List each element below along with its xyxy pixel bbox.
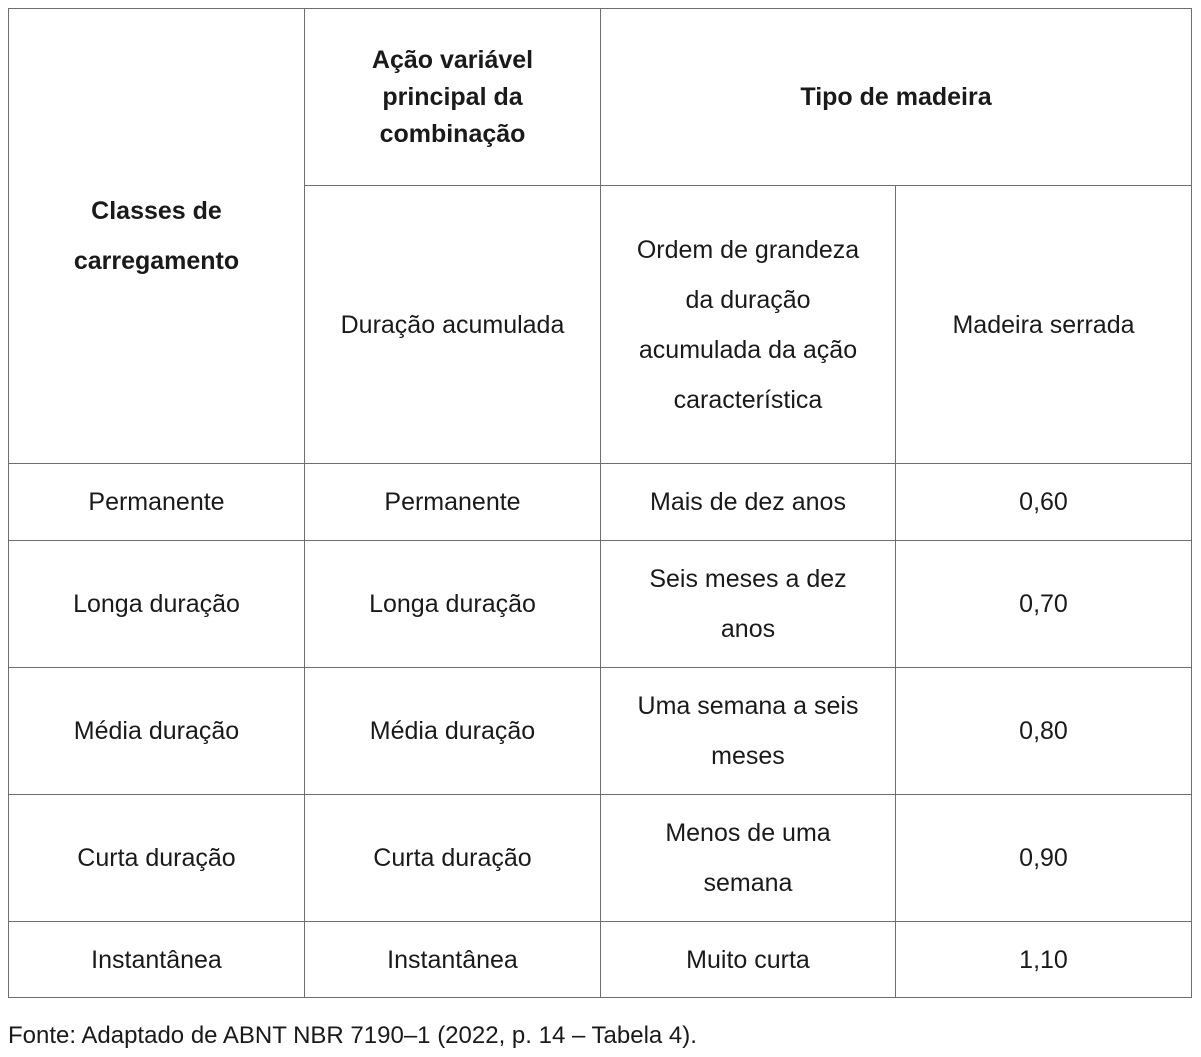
header-serrada: Madeira serrada bbox=[896, 186, 1192, 464]
table-row bbox=[9, 464, 1192, 541]
cell-acao: Instantânea bbox=[305, 922, 601, 998]
header-duracao: Duração acumulada bbox=[305, 186, 601, 464]
header-classes: Classes de carregamento bbox=[9, 9, 305, 464]
header-ordem: Ordem de grandeza da duração acumulada da ação característica bbox=[601, 186, 896, 464]
cell-ordem: Menos de uma semana bbox=[601, 795, 896, 922]
cell-acao: Média duração bbox=[305, 668, 601, 795]
cell-valor: 1,10 bbox=[896, 922, 1192, 998]
cell-classe: Permanente bbox=[9, 464, 305, 541]
table-row bbox=[9, 922, 1192, 998]
source-caption: Fonte: Adaptado de ABNT NBR 7190–1 (2022, p. 14 – Tabela 4). bbox=[8, 1022, 697, 1049]
cell-classe: Instantânea bbox=[9, 922, 305, 998]
table-row bbox=[9, 668, 1192, 795]
table-row bbox=[9, 541, 1192, 668]
cell-classe: Curta duração bbox=[9, 795, 305, 922]
cell-acao: Longa duração bbox=[305, 541, 601, 668]
cell-ordem: Seis meses a dez anos bbox=[601, 541, 896, 668]
cell-valor: 0,90 bbox=[896, 795, 1192, 922]
cell-valor: 0,60 bbox=[896, 464, 1192, 541]
cell-ordem: Muito curta bbox=[601, 922, 896, 998]
cell-valor: 0,70 bbox=[896, 541, 1192, 668]
cell-acao: Curta duração bbox=[305, 795, 601, 922]
cell-valor: 0,80 bbox=[896, 668, 1192, 795]
header-row-1 bbox=[9, 9, 1192, 186]
cell-classe: Média duração bbox=[9, 668, 305, 795]
cell-ordem: Mais de dez anos bbox=[601, 464, 896, 541]
cell-classe: Longa duração bbox=[9, 541, 305, 668]
header-acao: Ação variável principal da combinação bbox=[305, 9, 601, 186]
cell-acao: Permanente bbox=[305, 464, 601, 541]
load-class-table bbox=[8, 8, 1192, 998]
cell-ordem: Uma semana a seis meses bbox=[601, 668, 896, 795]
header-tipo: Tipo de madeira bbox=[601, 9, 1192, 186]
table-row bbox=[9, 795, 1192, 922]
